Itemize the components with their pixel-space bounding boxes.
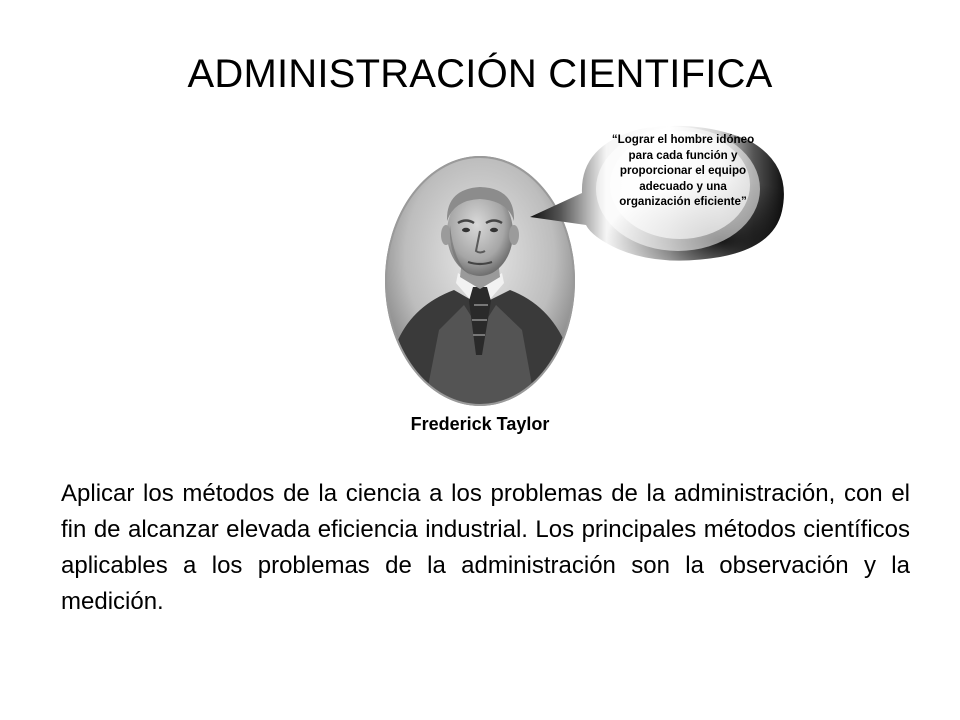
quote-text: “Lograr el hombre idóneo para cada función y proporcionar el equipo adecuado y una organización eficiente” (611, 133, 755, 208)
body-paragraph: Aplicar los métodos de la ciencia a los problemas de la administración, con el fin de alcanzar elevada eficiencia industrial. Los principales métodos científicos aplicables a los problemas de la administración son la observación y la medición. (61, 480, 910, 615)
portrait-caption: Frederick Taylor (410, 414, 550, 434)
slide-title: ADMINISTRACIÓN CIENTIFICA (187, 52, 773, 96)
